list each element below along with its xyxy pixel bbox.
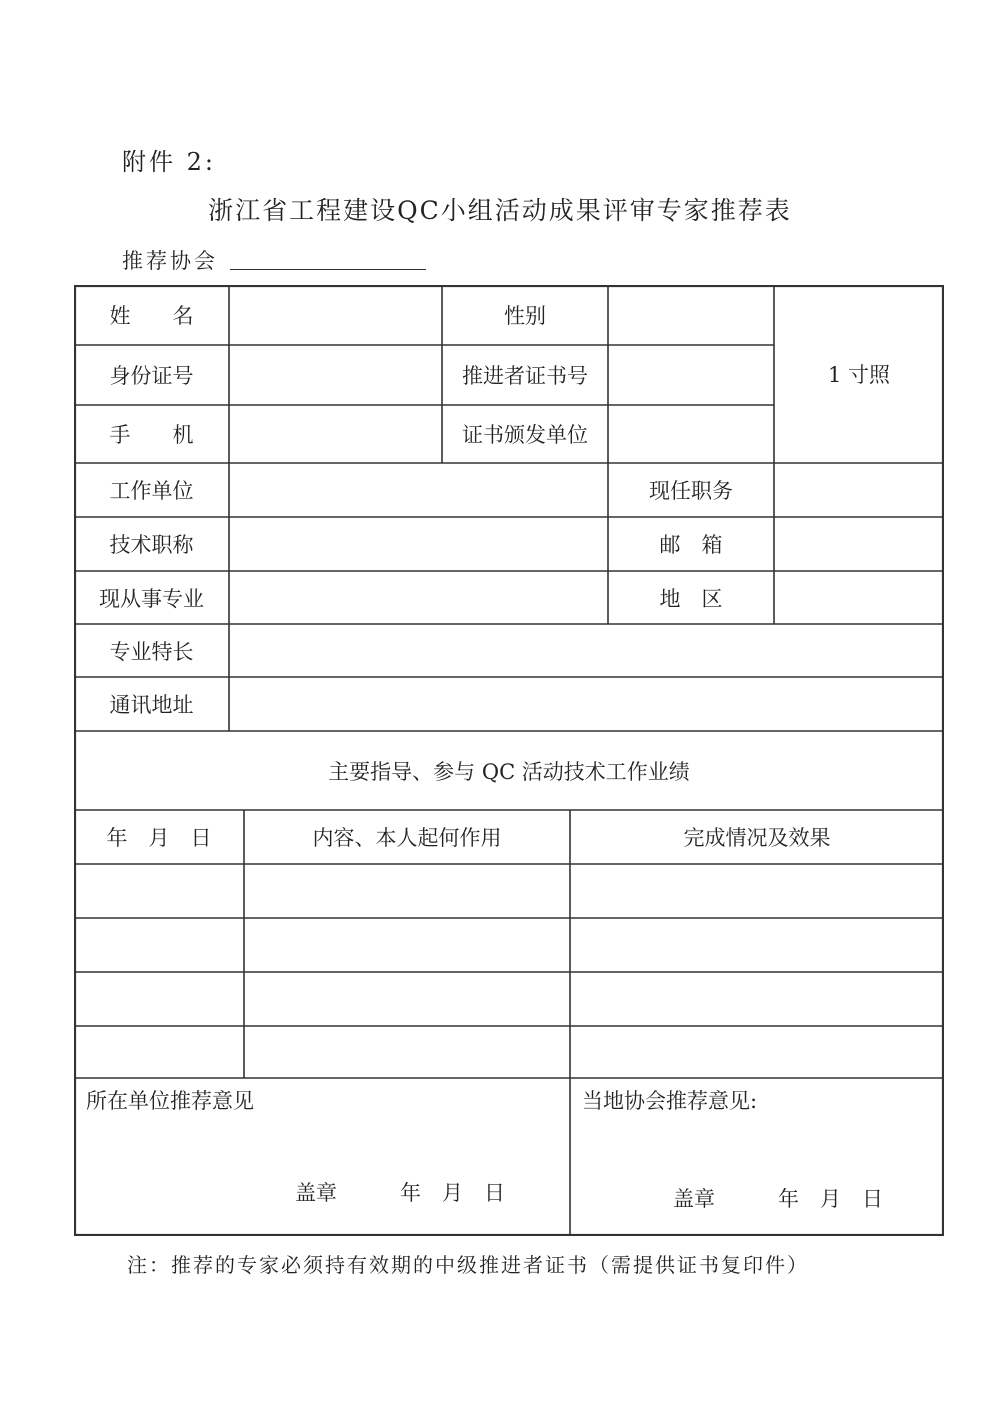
cert-issuer-input[interactable] xyxy=(608,405,774,463)
association-stamp-date: 盖章 年 月 日 xyxy=(673,1187,883,1211)
achievement-content-cell[interactable] xyxy=(244,1026,570,1078)
achievement-date-cell[interactable] xyxy=(74,864,244,918)
current-specialty-input[interactable] xyxy=(229,571,608,624)
recommending-association-blank[interactable] xyxy=(230,269,426,270)
form-title: 浙江省工程建设QC小组活动成果评审专家推荐表 xyxy=(208,196,792,225)
email-input[interactable] xyxy=(774,517,944,571)
label-region: 地 区 xyxy=(659,586,723,611)
label-gender: 性别 xyxy=(504,304,546,328)
photo-box[interactable]: 1 寸照 xyxy=(827,363,891,387)
recommendation-form-table xyxy=(74,285,944,1236)
address-input[interactable] xyxy=(229,677,944,731)
id-number-input[interactable] xyxy=(229,345,442,405)
achievement-result-cell[interactable] xyxy=(570,918,944,972)
recommending-association-label: 推荐协会 xyxy=(122,249,218,273)
achievement-result-cell[interactable] xyxy=(570,864,944,918)
achievement-date-cell[interactable] xyxy=(74,1026,244,1078)
expertise-input[interactable] xyxy=(229,624,944,677)
footnote: 注：推荐的专家必须持有效期的中级推进者证书（需提供证书复印件） xyxy=(127,1253,809,1277)
label-address: 通讯地址 xyxy=(109,693,194,717)
name-input[interactable] xyxy=(229,285,442,345)
work-unit-input[interactable] xyxy=(229,463,608,517)
achievement-content-cell[interactable] xyxy=(244,864,570,918)
mobile-input[interactable] xyxy=(229,405,442,463)
col-header-content-role: 内容、本人起何作用 xyxy=(312,826,502,850)
label-email: 邮 箱 xyxy=(659,533,723,557)
promoter-cert-no-input[interactable] xyxy=(608,345,774,405)
achievement-result-cell[interactable] xyxy=(570,972,944,1026)
unit-stamp-date: 盖章 年 月 日 xyxy=(295,1181,505,1205)
tech-title-input[interactable] xyxy=(229,517,608,571)
col-header-results: 完成情况及效果 xyxy=(683,826,831,850)
label-tech-title: 技术职称 xyxy=(109,533,194,557)
col-header-date: 年 月 日 xyxy=(106,826,212,850)
label-current-position: 现任职务 xyxy=(649,479,733,503)
achievement-result-cell[interactable] xyxy=(570,1026,944,1078)
achievement-date-cell[interactable] xyxy=(74,918,244,972)
label-id-number: 身份证号 xyxy=(109,364,194,388)
current-position-input[interactable] xyxy=(774,463,944,517)
label-expertise: 专业特长 xyxy=(109,639,194,664)
association-opinion-label: 当地协会推荐意见: xyxy=(582,1089,758,1113)
achievement-content-cell[interactable] xyxy=(244,918,570,972)
achievements-heading: 主要指导、参与 QC 活动技术工作业绩 xyxy=(328,759,690,784)
label-name: 姓 名 xyxy=(109,304,194,328)
achievement-content-cell[interactable] xyxy=(244,972,570,1026)
unit-opinion-label: 所在单位推荐意见 xyxy=(86,1089,254,1113)
gender-input[interactable] xyxy=(608,285,774,345)
label-current-specialty: 现从事专业 xyxy=(99,586,204,611)
label-work-unit: 工作单位 xyxy=(109,479,194,503)
achievement-date-cell[interactable] xyxy=(74,972,244,1026)
label-mobile: 手 机 xyxy=(109,423,194,447)
label-cert-issuer: 证书颁发单位 xyxy=(462,423,588,447)
region-input[interactable] xyxy=(774,571,944,624)
label-promoter-cert-no: 推进者证书号 xyxy=(462,364,588,388)
attachment-label: 附件 2: xyxy=(122,148,216,176)
